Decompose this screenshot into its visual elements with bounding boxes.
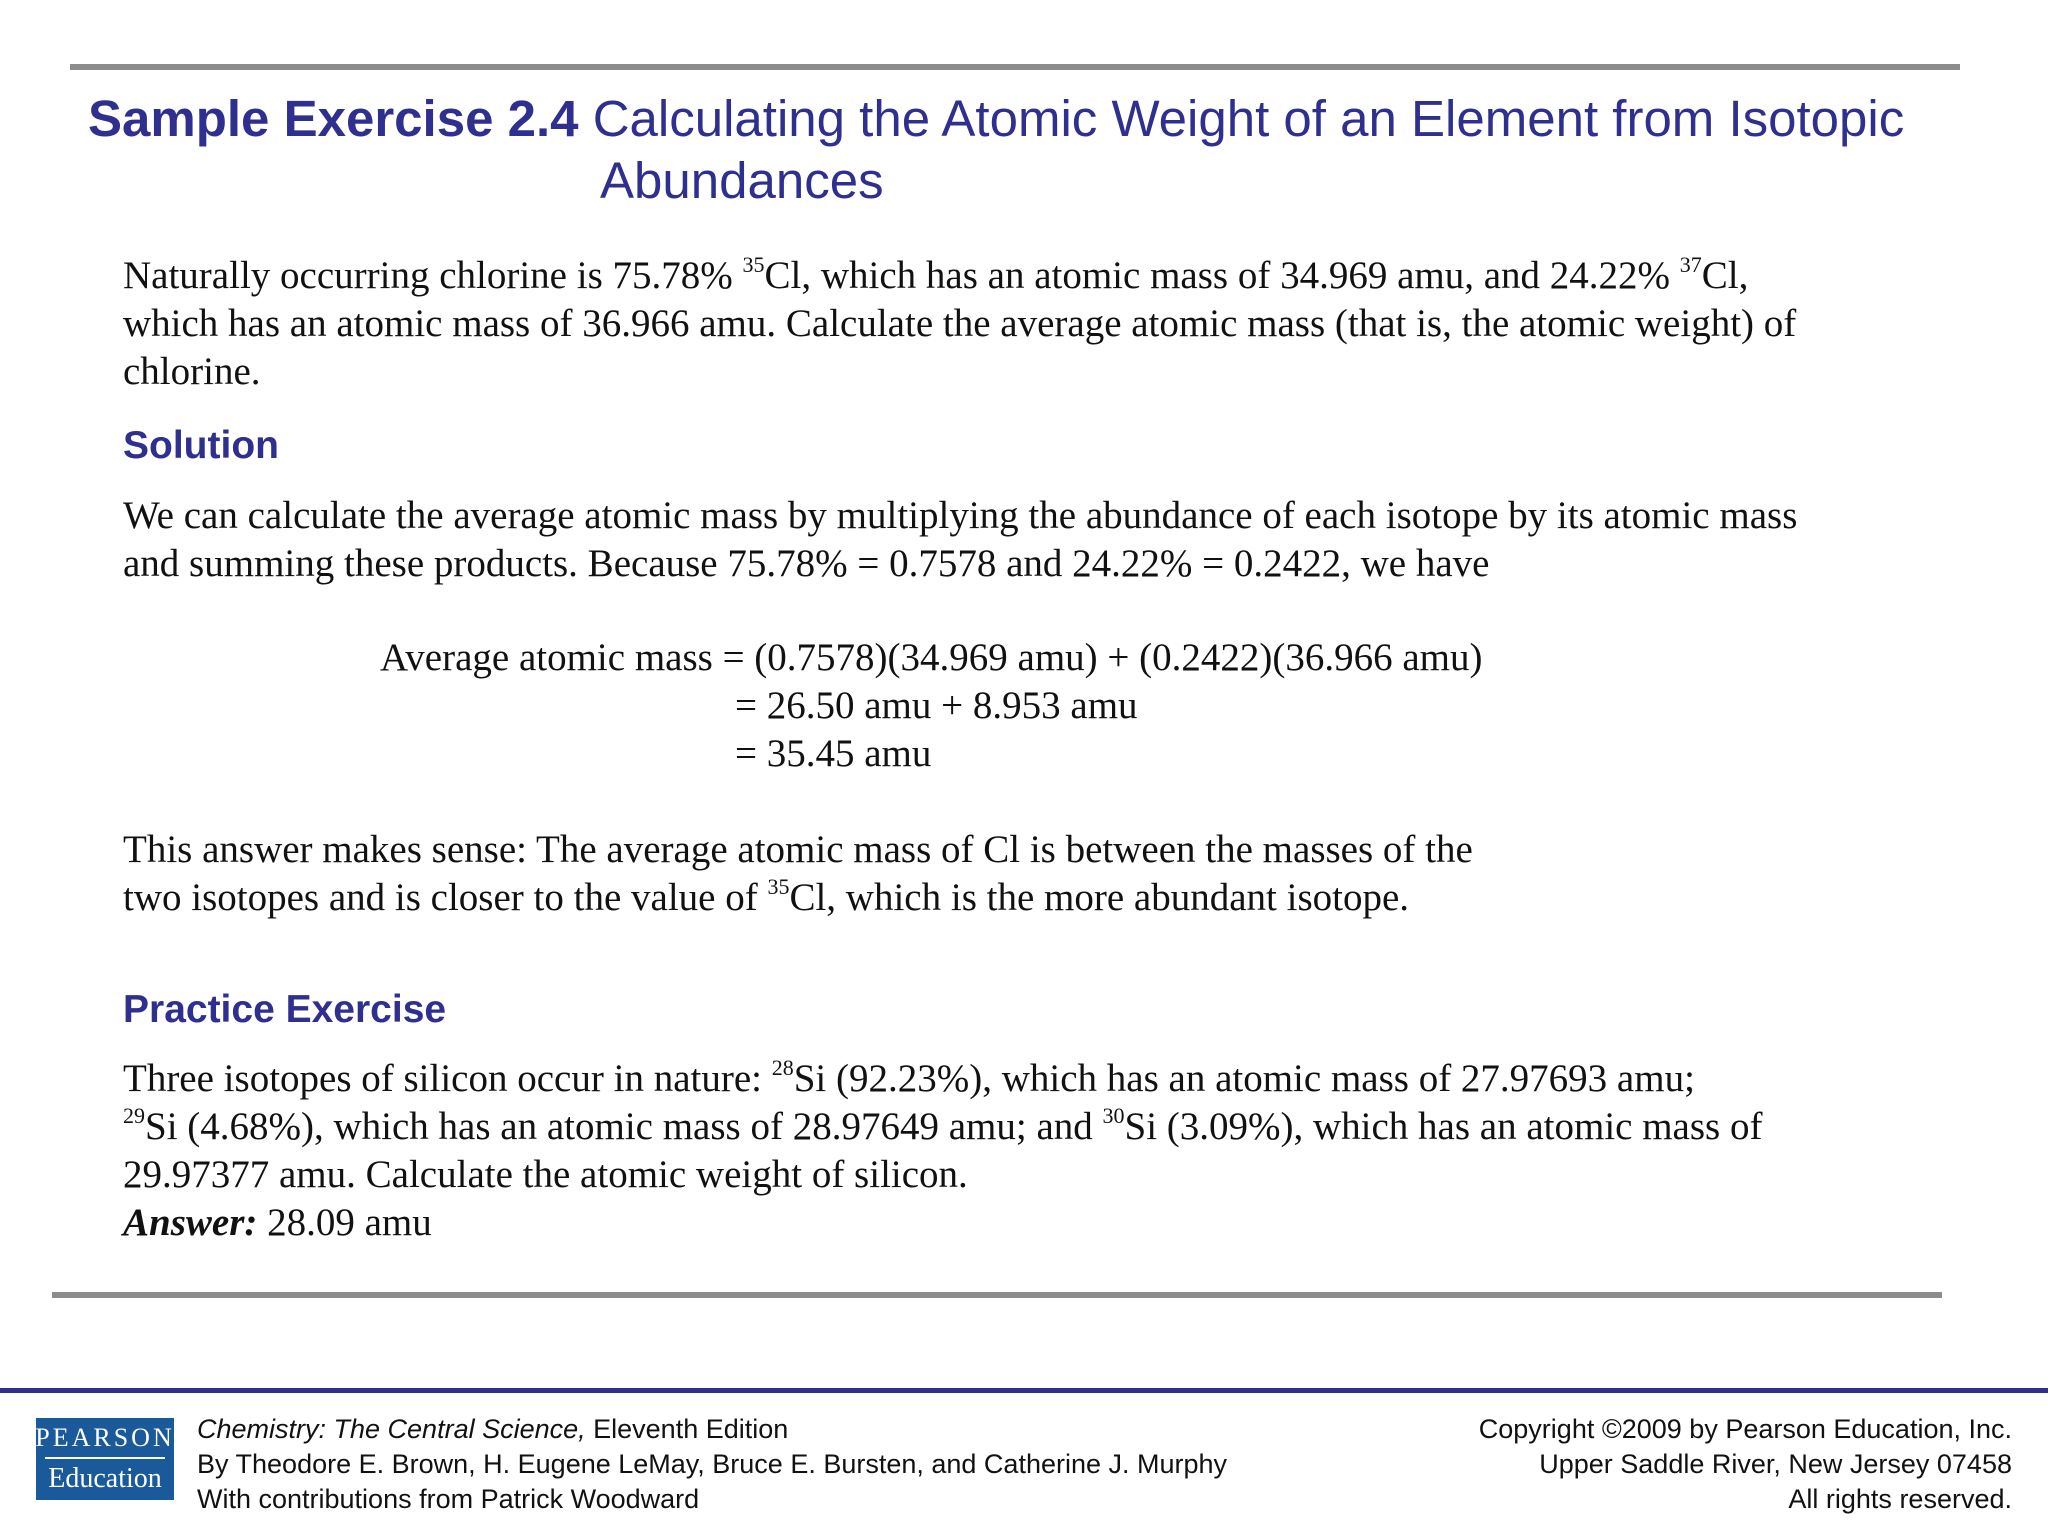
slide-title: [88, 88, 1968, 212]
check-line-2a: two isotopes and is closer to the value of: [123, 876, 768, 919]
problem-text-3: Cl,: [1701, 254, 1749, 297]
book-edition: Eleventh Edition: [585, 1414, 789, 1444]
book-title: Chemistry: The Central Science,: [197, 1414, 586, 1444]
equation-line-3: = 35.45 amu: [735, 732, 932, 775]
isotope-superscript: 35: [742, 252, 765, 277]
practice-line-3: 29.97377 amu. Calculate the atomic weight of silicon.: [123, 1153, 968, 1196]
solution-check: [123, 826, 1903, 922]
book-contributors: With contributions from Patrick Woodward: [197, 1484, 700, 1514]
problem-line-3: chlorine.: [123, 350, 261, 393]
check-line-2b: Cl, which is the more abundant isotope.: [789, 876, 1410, 919]
logo-text-bottom: Education: [48, 1463, 162, 1494]
practice-text: [123, 1055, 1903, 1247]
copyright-line-2: Upper Saddle River, New Jersey 07458: [1539, 1449, 2012, 1479]
isotope-superscript: 30: [1102, 1103, 1125, 1128]
isotope-superscript: 28: [771, 1055, 794, 1080]
problem-statement: [123, 252, 1903, 396]
title-text-line2: Abundances: [600, 152, 884, 209]
solution-line-1: We can calculate the average atomic mass by multiplying the abundance of each isotope by its atomic mass: [123, 494, 1798, 537]
practice-line-1b: Si (92.23%), which has an atomic mass of 27.97693 amu;: [793, 1057, 1695, 1100]
pearson-education-logo: [36, 1418, 174, 1500]
practice-heading: Practice Exercise: [123, 988, 447, 1031]
isotope-superscript: 29: [123, 1103, 145, 1128]
equation-line-1: Average atomic mass = (0.7578)(34.969 amu) + (0.2422)(36.966 amu): [380, 636, 1483, 679]
book-authors: By Theodore E. Brown, H. Eugene LeMay, Bruce E. Bursten, and Catherine J. Murphy: [197, 1449, 1228, 1479]
copyright-line-3: All rights reserved.: [1788, 1484, 2012, 1514]
footer-copyright: [1479, 1412, 2012, 1517]
title-label: Sample Exercise 2.4: [88, 90, 579, 147]
logo-divider: [45, 1457, 165, 1459]
logo-text-top: PEARSON: [35, 1423, 175, 1452]
solution-heading: Solution: [123, 424, 279, 467]
top-divider: [70, 64, 1960, 70]
problem-line-2: which has an atomic mass of 36.966 amu. Calculate the average atomic mass (that is, the atomic weight) of: [123, 302, 1797, 345]
problem-text-2: Cl, which has an atomic mass of 34.969 amu, and 24.22%: [764, 254, 1680, 297]
footer-book-info: [197, 1412, 1227, 1517]
practice-line-2a: Si (4.68%), which has an atomic mass of 28.97649 amu; and: [145, 1105, 1103, 1148]
solution-line-2: and summing these products. Because 75.78% = 0.7578 and 24.22% = 0.2422, we have: [123, 542, 1490, 585]
copyright-line-1: Copyright ©2009 by Pearson Education, Inc.: [1478, 1414, 2012, 1444]
isotope-superscript: 37: [1679, 252, 1702, 277]
check-line-1: This answer makes sense: The average atomic mass of Cl is between the masses of the: [123, 828, 1473, 871]
footer-divider: [0, 1388, 2048, 1393]
bottom-divider: [52, 1292, 1942, 1298]
problem-text-1: Naturally occurring chlorine is 75.78%: [123, 254, 743, 297]
practice-line-2b: Si (3.09%), which has an atomic mass of: [1124, 1105, 1763, 1148]
practice-line-1a: Three isotopes of silicon occur in nature:: [123, 1057, 772, 1100]
equation-line-2: = 26.50 amu + 8.953 amu: [735, 684, 1138, 727]
title-text-line1: Calculating the Atomic Weight of an Element from Isotopic: [592, 90, 1905, 147]
isotope-superscript: 35: [767, 874, 790, 899]
answer-label: Answer:: [123, 1201, 258, 1244]
answer-value: 28.09 amu: [257, 1201, 432, 1244]
solution-text: [123, 492, 1903, 588]
